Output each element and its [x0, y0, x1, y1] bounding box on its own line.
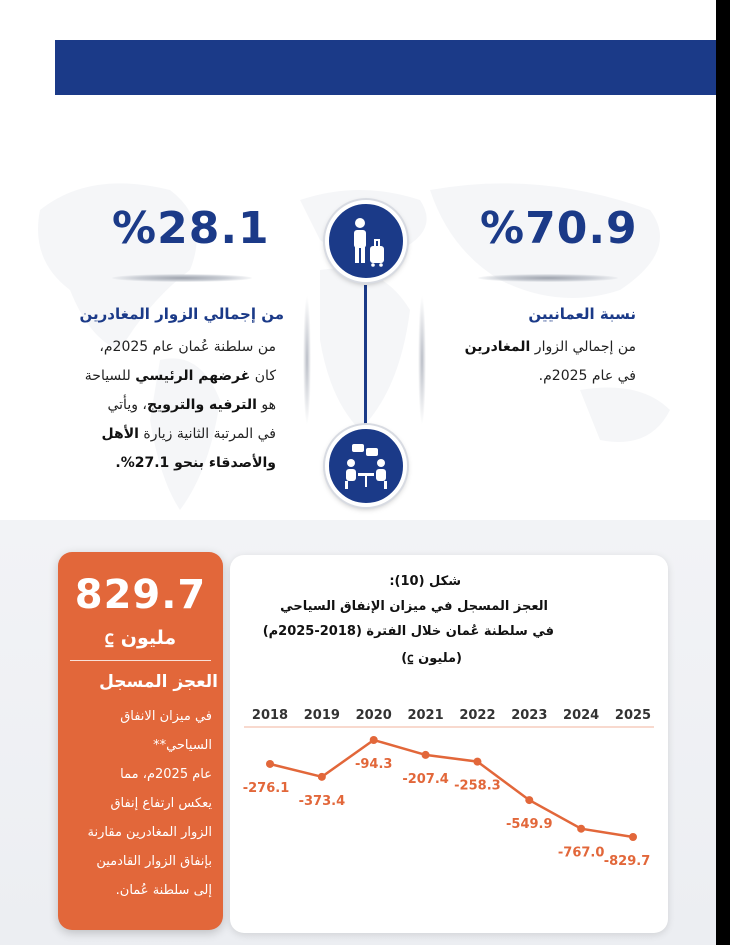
deficit-unit: مليون ⃀ — [104, 627, 177, 649]
chart-title-line1: العجز المسجل في ميزان الإنفاق السياحي — [280, 599, 548, 614]
data-point-2018 — [266, 760, 274, 768]
stat-right-line1-bold: المغادرين — [464, 339, 531, 355]
chart-title-line2: في سلطنة عُمان خلال الفترة (2018-2025م) — [262, 624, 554, 639]
card-line: الزوار المغادرين مقارنة — [87, 825, 212, 840]
stat-left-line2-pre: كان — [250, 368, 276, 384]
card-line: في ميزان الانفاق — [120, 709, 212, 724]
stat-left-line1: من سلطنة عُمان عام 2025م، — [99, 339, 276, 355]
data-point-2020 — [370, 736, 378, 744]
icon-connector-line — [364, 285, 367, 425]
header-banner — [55, 40, 716, 95]
stat-left-line4-bold: الأهل — [101, 426, 139, 442]
card-line: السياحي** — [153, 738, 212, 753]
data-label-2021: -207.4 — [402, 771, 449, 787]
deficit-card-text — [62, 702, 212, 905]
x-tick-label-2022: 2022 — [459, 708, 496, 723]
x-tick-label-2018: 2018 — [251, 708, 289, 723]
data-label-2019: -373.4 — [298, 793, 346, 809]
stat-right-text — [465, 333, 636, 391]
series-line — [270, 740, 633, 837]
x-tick-label-2025: 2025 — [614, 708, 652, 723]
traveler-luggage-icon — [325, 200, 407, 282]
stat-right-divider — [478, 274, 618, 282]
stat-left-line5-bold: والأصدقاء بنحو 27.1 — [134, 455, 276, 471]
data-label-2020: -94.3 — [354, 757, 393, 772]
x-tick-label-2019: 2019 — [303, 708, 340, 723]
data-label-2022: -258.3 — [454, 778, 501, 794]
data-point-2023 — [525, 796, 533, 804]
data-label-2024: -767.0 — [557, 845, 605, 861]
card-line: إلى سلطنة عُمان. — [115, 883, 212, 898]
x-tick-label-2020: 2020 — [355, 708, 392, 723]
data-label-2023: -549.9 — [506, 817, 553, 833]
stat-right-line1: من إجمالي الزوار — [530, 339, 636, 355]
x-tick-label-2024: 2024 — [563, 708, 600, 723]
data-point-2021 — [422, 751, 430, 759]
stat-right-line2: في عام 2025م. — [538, 368, 636, 384]
card-line: عام 2025م، مما — [120, 767, 212, 782]
data-point-2024 — [577, 825, 585, 833]
chart-figure-number: شكل (10): — [389, 574, 461, 589]
data-label-2018: -276.1 — [242, 780, 290, 796]
stat-left-line3-post: ، ويأتي — [107, 397, 147, 413]
data-point-2019 — [318, 773, 326, 781]
deficit-card-title: العجز المسجل — [99, 672, 218, 692]
meeting-people-icon — [325, 425, 407, 507]
stat-left-text — [85, 333, 276, 478]
stat-left-line3-bold: الترفيه والترويج — [146, 397, 257, 413]
deficit-summary-card — [58, 552, 223, 930]
deficit-line-chart — [230, 555, 668, 933]
center-divider-right — [418, 295, 426, 425]
stat-right-value: %70.9 — [480, 203, 638, 254]
deficit-chart-card — [230, 555, 668, 933]
card-divider — [70, 660, 211, 661]
stat-left-line2-post: للسياحة — [84, 368, 136, 384]
stat-left-divider — [112, 274, 252, 282]
stat-left-line2-bold: غرضهم الرئيسي — [135, 368, 251, 384]
stat-right-heading: نسبة العمانيين — [528, 305, 636, 323]
deficit-value: 829.7 — [74, 572, 207, 618]
data-point-2025 — [629, 833, 637, 841]
stat-left-value: %28.1 — [112, 203, 270, 254]
center-divider-left — [303, 295, 311, 425]
stat-left-line4-pre: في المرتبة الثانية زيارة — [138, 426, 276, 442]
chart-unit: (مليون ⃀) — [401, 651, 462, 666]
data-point-2022 — [473, 758, 481, 766]
stat-left-line3-pre: هو — [256, 397, 276, 413]
data-label-2025: -829.7 — [603, 854, 651, 869]
x-tick-label-2023: 2023 — [511, 708, 548, 723]
stat-left-line5-post: %. — [115, 455, 135, 471]
card-line: بإنفاق الزوار القادمين — [96, 854, 212, 869]
stat-left-heading: من إجمالي الزوار المغادرين — [79, 305, 284, 323]
x-tick-label-2021: 2021 — [407, 708, 444, 723]
card-line: يعكس ارتفاع إنفاق — [110, 796, 212, 811]
